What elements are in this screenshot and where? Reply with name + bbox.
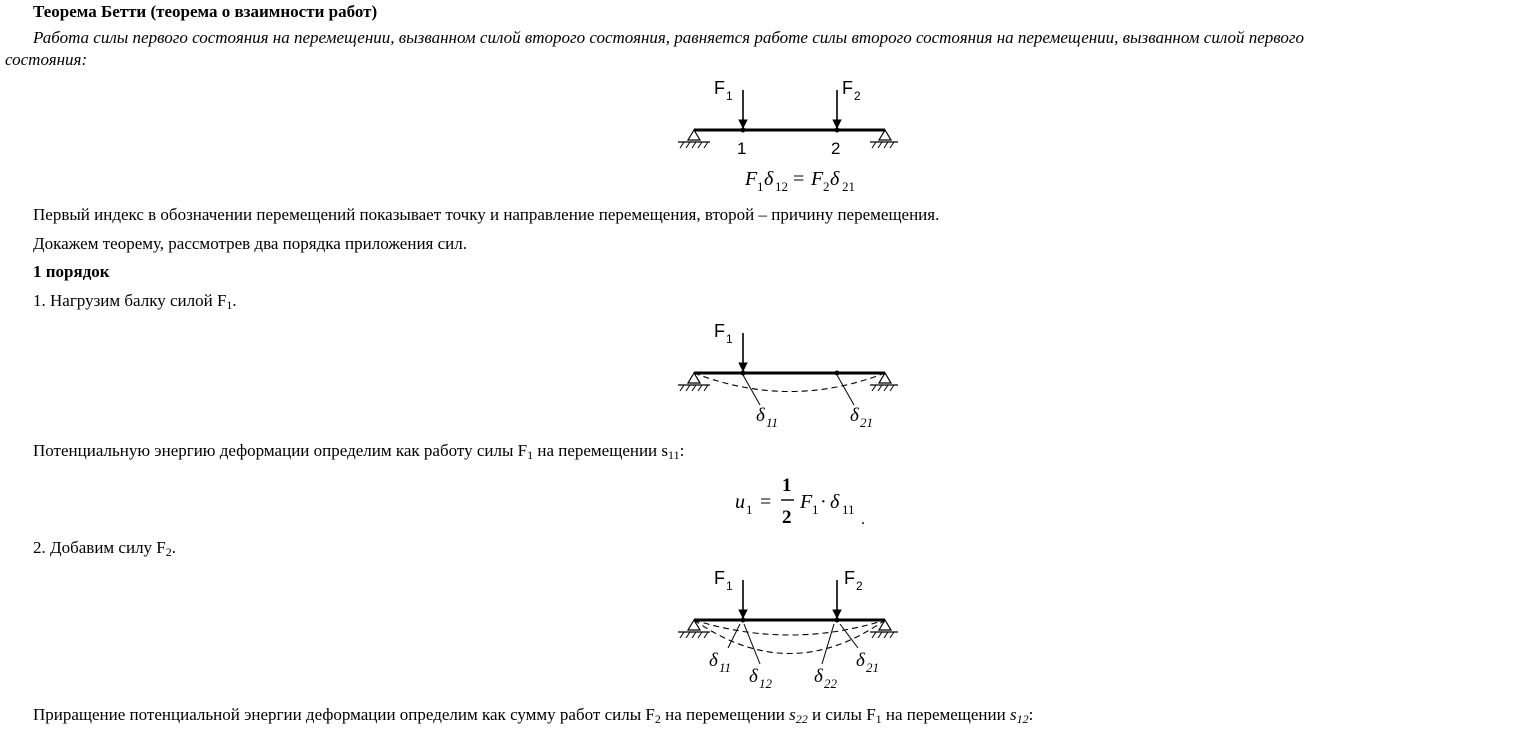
svg-text:F: F bbox=[811, 168, 824, 190]
delta-21-label: δ bbox=[850, 405, 859, 426]
svg-text:21: 21 bbox=[866, 660, 879, 675]
paragraph-proof-intro: Докажем теорему, рассмотрев два порядка приложения сил. bbox=[33, 234, 467, 253]
svg-text:F: F bbox=[714, 321, 725, 341]
svg-text:·: · bbox=[820, 491, 827, 513]
force-f1-label: F bbox=[714, 78, 725, 98]
svg-text:21: 21 bbox=[842, 179, 855, 194]
svg-text:2: 2 bbox=[782, 507, 792, 528]
betti-formula bbox=[745, 165, 875, 197]
svg-text:2: 2 bbox=[856, 579, 863, 593]
delta-12-label: δ bbox=[749, 666, 758, 687]
svg-text:δ: δ bbox=[830, 168, 840, 190]
force-f2-subscript: 2 bbox=[854, 89, 861, 103]
svg-text:12: 12 bbox=[775, 179, 788, 194]
step-1-text: 1. Нагрузим балку силой $F_1$. bbox=[33, 291, 237, 312]
svg-text:1: 1 bbox=[812, 502, 819, 517]
step-2-text: 2. Добавим силу $F_2$. bbox=[33, 538, 177, 559]
point-1-label: 1 bbox=[737, 139, 747, 158]
delta-11-label: δ bbox=[709, 650, 718, 671]
theorem-statement-line2: состояния: bbox=[5, 50, 88, 69]
paragraph-index-meaning: Первый индекс в обозначении перемещений показывает точку и направление перемещения, второй – причину перемещения. bbox=[33, 205, 940, 224]
paragraph-potential-energy: Потенциальную энергию деформации определим как работу силы $F_1$ на перемещении $s_{11}$: bbox=[33, 441, 685, 462]
svg-text:11: 11 bbox=[766, 415, 779, 430]
svg-text:2: 2 bbox=[823, 179, 830, 194]
svg-text:δ: δ bbox=[830, 491, 840, 513]
svg-text:21: 21 bbox=[860, 415, 873, 430]
svg-text:u: u bbox=[735, 491, 745, 513]
beam-diagram-f1-deflection bbox=[672, 315, 912, 435]
svg-text:1: 1 bbox=[726, 332, 733, 346]
svg-text:δ: δ bbox=[764, 168, 774, 190]
energy-formula bbox=[735, 470, 875, 530]
delta-11-label: δ bbox=[756, 405, 765, 426]
delta-21-label: δ bbox=[856, 650, 865, 671]
svg-text:1: 1 bbox=[746, 502, 753, 517]
svg-text:=: = bbox=[760, 491, 772, 513]
svg-text:1: 1 bbox=[726, 579, 733, 593]
heading-first-order: 1 порядок bbox=[33, 262, 110, 281]
paragraph-energy-increment: Приращение потенциальной энергии деформации определим как сумму работ силы $F_2$ на перемещении $s_{22}$ и силы $F_1$ на перемещении $s_{12}$: bbox=[33, 705, 1034, 726]
theorem-statement-line1: Работа силы первого состояния на перемещении, вызванном силой второго состояния, равняется работе силы второго состояния на перемещении, вызванном силой первого bbox=[33, 28, 1305, 47]
force-f1-subscript: 1 bbox=[726, 89, 733, 103]
delta-22-label: δ bbox=[814, 666, 823, 687]
svg-text:F: F bbox=[745, 168, 758, 190]
svg-text:F: F bbox=[714, 568, 725, 588]
svg-text:.: . bbox=[861, 511, 865, 528]
page-title: Теорема Бетти (теорема о взаимности работ) bbox=[33, 2, 378, 21]
svg-text:11: 11 bbox=[842, 502, 855, 517]
svg-text:F: F bbox=[844, 568, 855, 588]
force-f2-label: F bbox=[842, 78, 853, 98]
svg-text:1: 1 bbox=[782, 475, 792, 496]
point-2-label: 2 bbox=[831, 139, 841, 158]
svg-text:12: 12 bbox=[759, 676, 772, 691]
beam-diagram-f1-f2-deflection bbox=[672, 562, 912, 697]
svg-text:=: = bbox=[793, 168, 805, 190]
svg-text:11: 11 bbox=[719, 660, 732, 675]
svg-text:22: 22 bbox=[824, 676, 837, 691]
svg-text:1: 1 bbox=[757, 179, 764, 194]
svg-text:F: F bbox=[800, 491, 813, 513]
beam-diagram-two-forces bbox=[672, 72, 912, 162]
